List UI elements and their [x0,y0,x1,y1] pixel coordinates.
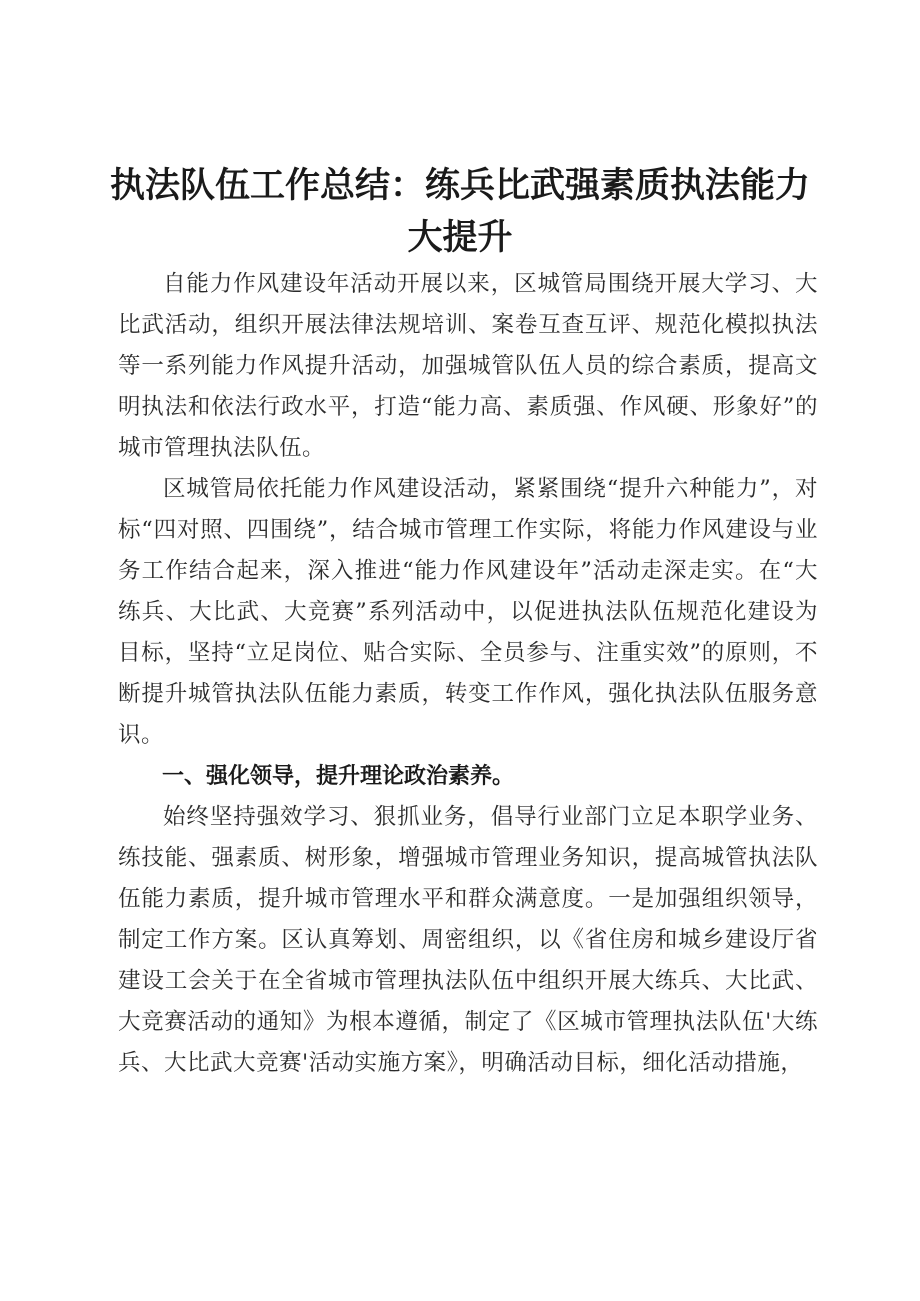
section-heading-1: 一、强化领导，提升理论政治素养。 [162,764,515,789]
paragraph-section-1: 始终坚持强效学习、狠抓业务，倡导行业部门立足本职学业务、练技能、强素质、树形象，增强城市管理业务知识，提高城管执法队伍能力素质，提升城市管理水平和群众满意度。一是加强组织领导，制定工作方案。区认真筹划、周密组织，以《省住房和城乡建设厅省建设工会关于在全省城市管理执法队伍中组织开展大练兵、大比武、大竞赛活动的通知》为根本遵循，制定了《区城市管理执法队伍'大练兵、大比武大竞赛'活动实施方案》，明确活动目标，细化活动措施， [118,804,818,1076]
document-title: 执法队伍工作总结：练兵比武强素质执法能力大提升 [109,166,810,258]
document-body [118,264,818,1084]
paragraph-activities: 区城管局依托能力作风建设活动，紧紧围绕“提升六种能力”，对标“四对照、四围绕”，结合城市管理工作实际，将能力作风建设与业务工作结合起来，深入推进“能力作风建设年”活动走深走实。在“大练兵、大比武、大竞赛”系列活动中，以促进执法队伍规范化建设为目标，坚持“立足岗位、贴合实际、全员参与、注重实效”的原则，不断提升城管执法队伍能力素质，转变工作作风，强化执法队伍服务意识。 [118,476,818,748]
paragraph-intro: 自能力作风建设年活动开展以来，区城管局围绕开展大学习、大比武活动，组织开展法律法规培训、案卷互查互评、规范化模拟执法等一系列能力作风提升活动，加强城管队伍人员的综合素质，提高文明执法和依法行政水平，打造“能力高、素质强、作风硬、形象好”的城市管理执法队伍。 [118,271,818,461]
